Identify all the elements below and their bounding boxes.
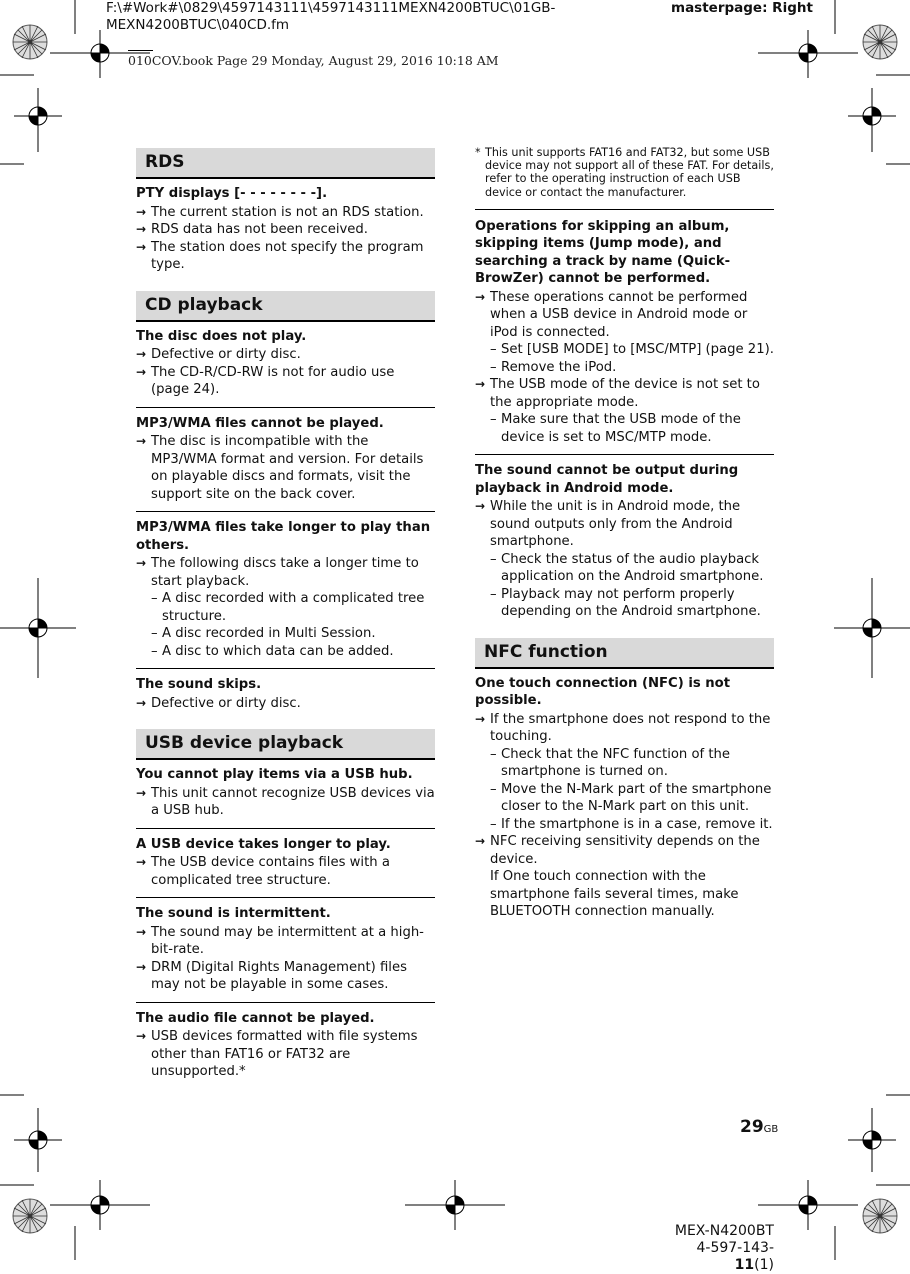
symptom: You cannot play items via a USB hub.	[136, 767, 413, 782]
trouble-item	[136, 766, 435, 820]
symptom: One touch connection (NFC) is not possible.	[475, 675, 731, 709]
trouble-item	[136, 828, 435, 890]
cause: → These operations cannot be performed when a USB device in Android mode or iPod is connected.	[475, 289, 774, 342]
sub-point: – Set [USB MODE] to [MSC/MTP] (page 21).	[475, 341, 774, 359]
right-column	[475, 146, 774, 921]
symptom: A USB device takes longer to play.	[136, 836, 391, 852]
footnote-text: This unit supports FAT16 and FAT32, but some USB device may not support all of these FAT. For details, refer to the operating instruction of each USB device or contact the manufacturer.	[485, 146, 774, 199]
sub-point: – A disc to which data can be added.	[136, 643, 435, 661]
part-bold: 11	[734, 1257, 755, 1273]
symptom: MP3/WMA files cannot be played.	[136, 415, 384, 431]
cause: → The sound may be intermittent at a high-bit-rate.	[136, 924, 435, 959]
note: If One touch connection with the smartphone fails several times, make BLUETOOTH connection manually.	[490, 869, 739, 920]
cause: → The USB device contains files with a complicated tree structure.	[136, 854, 435, 889]
masterpage-label: masterpage: Right	[671, 0, 813, 16]
cause: → This unit cannot recognize USB devices via a USB hub.	[136, 785, 435, 820]
symptom: The audio file cannot be played.	[136, 1010, 375, 1026]
sub-point: – Check that the NFC function of the smartphone is turned on.	[475, 746, 774, 781]
cause: → NFC receiving sensitivity depends on the device.	[475, 833, 774, 868]
sub-point: – Remove the iPod.	[475, 359, 774, 377]
trouble-item	[475, 214, 774, 447]
sub-point: – If the smartphone is in a case, remove it.	[475, 816, 774, 834]
cause: → DRM (Digital Rights Management) files may not be playable in some cases.	[136, 959, 435, 994]
section-heading-usb: USB device playback	[136, 729, 435, 760]
cause: → While the unit is in Android mode, the sound outputs only from the Android smartphone.	[475, 498, 774, 551]
sub-point: – A disc recorded with a complicated tree structure.	[136, 590, 435, 625]
book-info: 010COV.book Page 29 Monday, August 29, 2016 10:18 AM	[128, 53, 499, 68]
cause: → USB devices formatted with file systems other than FAT16 or FAT32 are unsupported.*	[136, 1028, 435, 1081]
cause: → The following discs take a longer time to start playback.	[136, 555, 435, 590]
sub-point: – A disc recorded in Multi Session.	[136, 625, 435, 643]
left-column	[136, 148, 435, 1081]
sub-point: – Playback may not perform properly depending on the Android smartphone.	[475, 586, 774, 621]
symptom: The disc does not play.	[136, 328, 307, 344]
page-number-value: 29	[740, 1117, 764, 1137]
symptom: The sound skips.	[136, 677, 262, 692]
trouble-item	[136, 407, 435, 504]
symptom: PTY displays [- - - - - - - -].	[136, 186, 328, 201]
cause: → RDS data has not been received.	[136, 221, 435, 239]
trouble-item	[475, 454, 774, 621]
sub-point: – Check the status of the audio playback application on the Android smartphone.	[475, 551, 774, 586]
trouble-item	[136, 328, 435, 399]
symptom: MP3/WMA files take longer to play than others.	[136, 520, 431, 553]
cause: → The station does not specify the program type.	[136, 239, 435, 274]
model-info	[672, 1223, 774, 1274]
page-suffix: GB	[763, 1124, 779, 1135]
section-heading-nfc: NFC function	[475, 638, 774, 669]
symptom: The sound is intermittent.	[136, 906, 331, 921]
part-number	[672, 1240, 774, 1274]
section-heading-cd: CD playback	[136, 291, 435, 322]
trouble-item	[136, 185, 435, 274]
trouble-item	[475, 675, 774, 921]
cause: → The CD-R/CD-RW is not for audio use (page 24).	[136, 364, 435, 399]
sub-point: – Make sure that the USB mode of the device is set to MSC/MTP mode.	[475, 411, 774, 446]
cause: → Defective or dirty disc.	[136, 695, 435, 713]
cause: → The USB mode of the device is not set to the appropriate mode.	[475, 376, 774, 411]
cause: → The disc is incompatible with the MP3/WMA format and version. For details on playable discs and formats, visit the support site on the back cover.	[136, 433, 435, 503]
trouble-item	[136, 511, 435, 660]
part-prefix: 4-597-143-	[696, 1240, 774, 1256]
cause: → Defective or dirty disc.	[136, 346, 435, 364]
model-name: MEX-N4200BT	[674, 1223, 774, 1239]
trouble-item	[136, 1002, 435, 1081]
symptom: The sound cannot be output during playback in Android mode.	[475, 463, 739, 496]
symptom: Operations for skipping an album, skipping items (Jump mode), and searching a track by name (Quick-BrowZer) cannot be performed.	[475, 218, 731, 287]
cause: → The current station is not an RDS station.	[136, 204, 435, 222]
section-heading-rds: RDS	[136, 148, 435, 179]
part-suffix: (1)	[754, 1257, 774, 1273]
footnote-mark: *	[475, 146, 481, 159]
cause: → If the smartphone does not respond to the touching.	[475, 711, 774, 746]
sub-point: – Move the N-Mark part of the smartphone closer to the N-Mark part on this unit.	[475, 781, 774, 816]
page-number	[740, 1117, 778, 1137]
trouble-item	[136, 668, 435, 712]
file-path: F:\#Work#\0829\4597143111\4597143111MEXN4200BTUC\01GB- MEXN4200BTUC\040CD.fm	[106, 0, 556, 33]
header-rule	[128, 50, 153, 51]
trouble-item	[136, 897, 435, 994]
footnote	[475, 146, 774, 210]
